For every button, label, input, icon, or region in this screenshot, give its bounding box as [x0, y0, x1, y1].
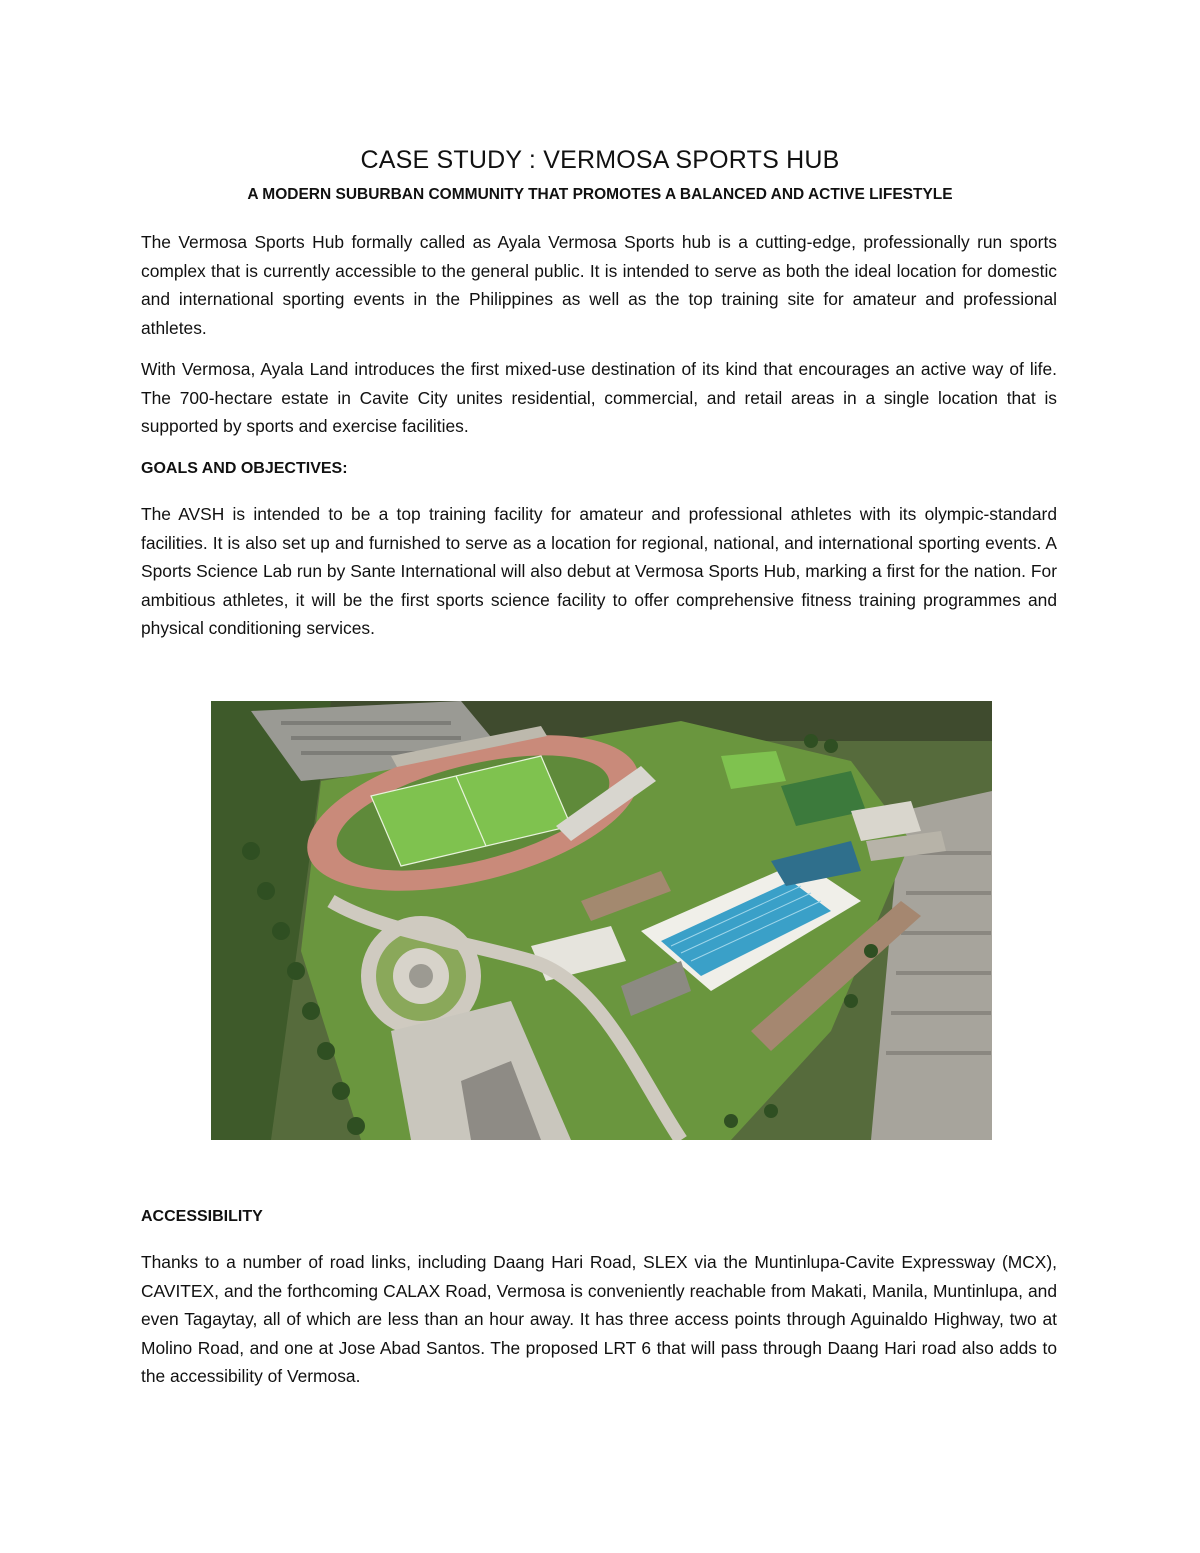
goals-paragraph: The AVSH is intended to be a top training facility for amateur and professional athletes with its olympic-standard facilities. It is also set up and furnished to serve as a location for regional, national, and international sporting events. A Sports Science Lab run by Sante International will also debut at Vermosa Sports Hub, marking a first for the nation. For ambitious athletes, it will be the first sports science facility to offer comprehensive fitness training programmes and physical conditioning services.	[141, 504, 1057, 639]
accessibility-heading: ACCESSIBILITY	[141, 1208, 263, 1225]
accessibility-paragraph: Thanks to a number of road links, including Daang Hari Road, SLEX via the Muntinlupa-Cavite Expressway (MCX), CAVITEX, and the forthcoming CALAX Road, Vermosa is conveniently reachable from Makati, Manila, Muntinlupa, and even Tagaytay, all of which are less than an hour away. It has three access points through Aguinaldo Highway, two at Molino Road, and one at Jose Abad Santos. The proposed LRT 6 that will pass through Daang Hari road also adds to the accessibility of Vermosa.	[141, 1252, 1057, 1387]
vermosa-paragraph: With Vermosa, Ayala Land introduces the first mixed-use destination of its kind that encourages an active way of life. The 700-hectare estate in Cavite City unites residential, commercial, and retail areas in a single location that is supported by sports and exercise facilities.	[141, 359, 1057, 437]
sports-hub-aerial-render	[211, 701, 992, 1140]
goals-heading: GOALS AND OBJECTIVES:	[141, 460, 348, 477]
page-title: CASE STUDY : VERMOSA SPORTS HUB	[360, 146, 840, 174]
page-subtitle: A MODERN SUBURBAN COMMUNITY THAT PROMOTES A BALANCED AND ACTIVE LIFESTYLE	[247, 186, 953, 203]
intro-paragraph: The Vermosa Sports Hub formally called as Ayala Vermosa Sports hub is a cutting-edge, professionally run sports complex that is currently accessible to the general public. It is intended to serve as both the ideal location for domestic and international sporting events in the Philippines as well as the top training site for amateur and professional athletes.	[141, 232, 1057, 338]
